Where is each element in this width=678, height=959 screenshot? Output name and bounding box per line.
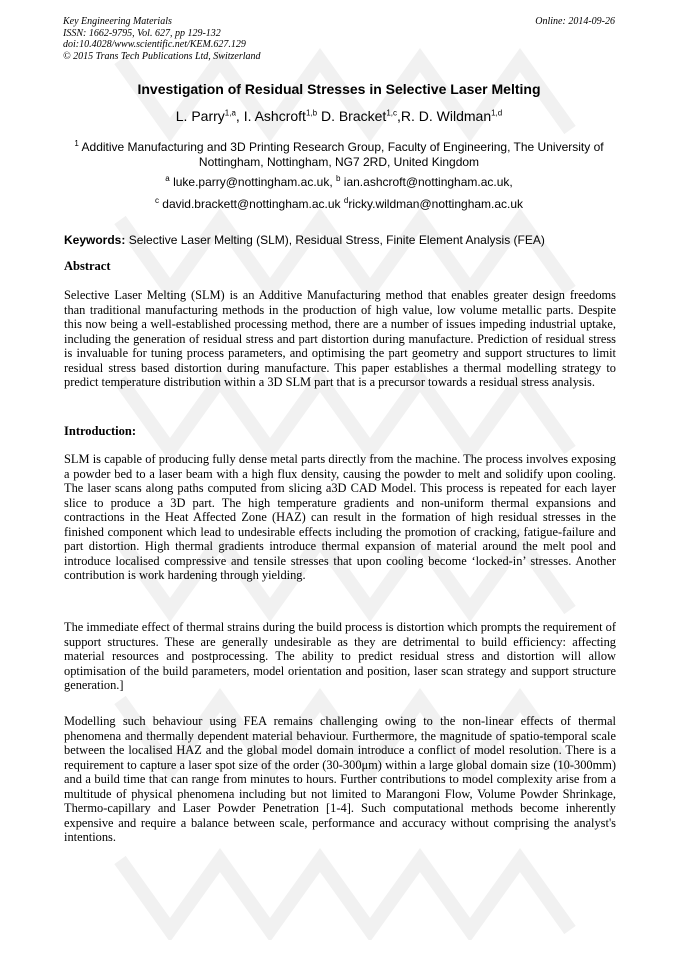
keywords: [64, 233, 616, 247]
author-separator: ,: [235, 108, 244, 124]
abstract-heading: Abstract: [64, 259, 111, 273]
journal-copyright: © 2015 Trans Tech Publications Ltd, Switzerland: [63, 50, 261, 62]
email-superscript: b: [336, 174, 341, 183]
journal-doi: doi:10.4028/www.scientific.net/KEM.627.129: [63, 39, 246, 50]
author-separator: ,: [396, 108, 401, 124]
author-name: D. Bracket: [320, 108, 387, 124]
introduction-paragraph-1: SLM is capable of producing fully dense metal parts directly from the machine. The process involves exposing a powder bed to a laser beam with a high flux density, causing the powder to melt and solidify upon cooling. The laser scans along paths computed from slicing a3D CAD Model. This process is repeated for each layer slice to produce a 3D part. The high temperature gradients and non-uniform thermal expansions and contractions in the Heat Affected Zone (HAZ) can result in the formation of high residual stresses in the finished component which lead to undesirable effects including the promotion of cracking, fatigue-failure and part distortion. High thermal gradients introduce thermal expansion of material around the melt pool and introduce localised compressive and tensile stresses that upon cooling become ‘locked-in’ stresses. Another contribution is work hardening through yielding.: [64, 452, 616, 583]
online-date: Online: 2014-09-26: [535, 16, 615, 27]
keywords-label: Keywords:: [64, 233, 126, 247]
affiliation-superscript: 1: [74, 139, 79, 148]
introduction-paragraph-3: Modelling such behaviour using FEA remains challenging owing to the non-linear effects of thermal phenomena and thermally dependent material behaviour. Furthermore, the magnitude of spatio-temporal scale between the localised HAZ and the global model domain introduce a conflict of model resolution. There is a requirement to capture a laser spot size of the order (30-300μm) within a large global domain size (10-300mm) and a build time that can range from minutes to hours. Further contributions to model complexity arise from a multitude of physical phenomena including but not limited to Marangoni Flow, Volume Powder Shrinkage, Thermo-capillary and Laser Powder Penetration [1-4]. Such computational methods become inherently expensive and require a balance between scale, performance and accuracy without comprising the analyst's intentions.: [64, 714, 616, 845]
abstract-text: Selective Laser Melting (SLM) is an Additive Manufacturing method that enables greater design freedoms than traditional manufacturing methods in the production of high value, low volume metallic parts. Despite this now being a well-established processing method, there are a number of issues impeding industrial uptake, including the generation of residual stress and part distortion during manufacture. Prediction of residual stress is invaluable for tuning process parameters, and optimising the part geometry and support structures to limit residual stress based distortion during manufacture. This paper establishes a thermal modelling strategy to predict temperature distribution within a 3D SLM part that is a precursor towards a residual stress analysis.: [64, 288, 616, 390]
affiliation-text: Additive Manufacturing and 3D Printing Research Group, Faculty of Engineering, The University of Nottingham, Nottingham, NG7 2RD, United Kingdom: [81, 140, 604, 169]
author-name: L. Parry: [175, 108, 225, 124]
introduction-heading: Introduction:: [64, 424, 137, 438]
email-link[interactable]: ian.ashcroft@nottingham.ac.uk,: [343, 175, 513, 189]
email-link[interactable]: luke.parry@nottingham.ac.uk,: [173, 175, 333, 189]
email-superscript: a: [165, 174, 170, 183]
email-line-1: [60, 175, 618, 189]
email-link[interactable]: david.brackett@nottingham.ac.uk: [162, 197, 341, 211]
paper-title: Investigation of Residual Stresses in Selective Laser Melting: [137, 81, 541, 97]
introduction-paragraph-2: The immediate effect of thermal strains during the build process is distortion which prompts the requirement of support structures. These are generally undesirable as they are detrimental to build efficiency: affecting material resources and postprocessing. The ability to predict residual stress and distortion will allow optimisation of the build parameters, model orientation and position, laser scan strategy and support structure generation.]: [64, 620, 616, 693]
author-superscript: 1,a: [224, 108, 236, 118]
author-superscript: 1,c: [386, 108, 397, 118]
author-name: I. Ashcroft: [243, 108, 306, 124]
author-superscript: 1,b: [305, 108, 318, 118]
journal-name: Key Engineering Materials: [63, 16, 172, 27]
affiliation: [62, 140, 616, 169]
keywords-text: Selective Laser Melting (SLM), Residual Stress, Finite Element Analysis (FEA): [128, 233, 545, 247]
journal-header: [63, 16, 261, 62]
email-superscript: c: [154, 196, 159, 205]
author-name: R. D. Wildman: [400, 108, 492, 124]
author-superscript: 1,d: [491, 108, 503, 118]
email-superscript: d: [343, 196, 349, 205]
email-link[interactable]: ricky.wildman@nottingham.ac.uk: [348, 197, 524, 211]
journal-issn: ISSN: 1662-9795, Vol. 627, pp 129-132: [63, 27, 221, 39]
email-line-2: [60, 197, 618, 211]
author-list: [60, 108, 618, 124]
